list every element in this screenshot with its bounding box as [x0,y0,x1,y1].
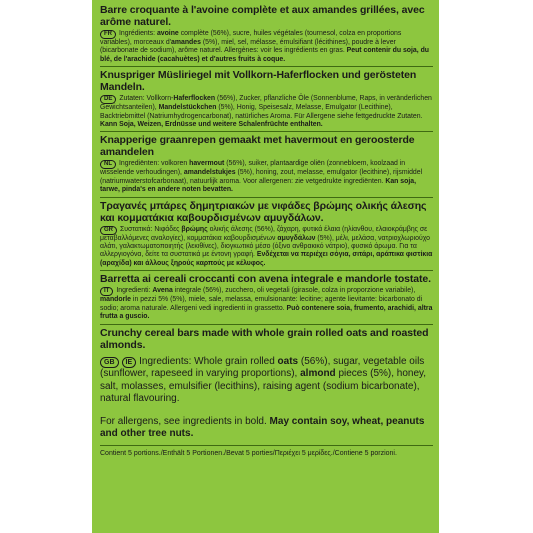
may-contain-nl: Kan soja, tarwe, pinda's en andere noten bevatten. [100,177,416,194]
allergen-statement-en: For allergens, see ingredients in bold. May contain soy, wheat, peanuts and other tree nuts. [100,415,425,440]
language-badge-gr: GR [100,226,117,235]
language-badge-it: IT [100,287,113,296]
ingredient-label-panel [92,0,439,533]
section-title-en: Crunchy cereal bars made with whole grain rolled oats and roasted almonds. [100,326,429,351]
section-de [100,69,433,132]
may-contain-it: Può contenere soia, frumento, arachidi, altra frutta a guscio. [100,304,433,321]
language-badge-fr: FR [100,30,116,39]
section-en [100,327,433,442]
section-title-nl: Knapperige graanrepen gemaakt met havermout en geroosterde amandelen [100,134,415,159]
ingredients-nl: NL Ingrediënten: volkoren havermout (56%), suiker, plantaardige oliën (zonnebloem, koolzaad in wisselende verhoudingen), amandelstukjes (5%), honing, zout, melasse, emulgator (lecithine), rijsmiddel (natriumwaterstofcarbonaat), natuurlijk aroma. Voor allergenen: zie vetgedrukte ingrediënten. Kan soja, tarwe, pinda's en andere noten bevatten. [100,160,423,194]
section-title-it: Barretta ai cereali croccanti con avena integrale e mandorle tostate. [100,273,431,286]
section-title-fr: Barre croquante à l'avoine complète et aux amandes grillées, avec arôme naturel. [100,4,425,28]
portions-footer: Contient 5 portions./Enthält 5 Portionen./Bevat 5 porties/Περιέχει 5 μερίδες./Contiene 5 porzioni. [100,445,433,458]
language-badge-ie: IE [122,357,137,368]
ingredients-en: GB IE Ingredients: Whole grain rolled oats (56%), sugar, vegetable oils (sunflower, rapeseed in varying proportions), almond pieces (5%), honey, salt, molasses, emulsifier (lecithins), raising agent (sodium bicarbonate), natural flavouring. [100,355,427,405]
may-contain-en: May contain soy, wheat, peanuts and other tree nuts. [100,415,425,440]
section-gr [100,200,433,272]
may-contain-de: Kann Soja, Weizen, Erdnüsse und weitere Schalenfrüchte enthalten. [100,121,323,129]
language-badge-de: DE [100,95,116,104]
ingredients-de: DE Zutaten: Vollkorn-Haferflocken (56%), Zucker, pflanzliche Öle (Sonnenblume, Raps, in veränderlichen Gewichtsanteilen), Mandelstückchen (5%), Honig, Speisesalz, Melasse, Emulgator (Lecithine), Backtriebmittel (Natriumhydrogencarbonat), natürliches Aroma. Für Allergene siehe fettgedruckte Zutaten. Kann Soja, Weizen, Erdnüsse und weitere Schalenfrüchte enthalten. [100,95,432,129]
ingredients-fr: FR Ingrédients: avoine complète (56%), sucre, huiles végétales (tournesol, colza en proportions variables), morceaux d'amandes (5%), miel, sel, mélasse, émulsifiant (lécithines), poudre à lever (bicarbonate de sodium), arôme naturel. Allergènes: voir les ingrédients en gras. Peut contenir du soja, du blé, de l'arachide (cacahuètes) et d'autres fruits à coque. [100,30,429,63]
ingredients-gr: GR Συστατικά: Νιφάδες βρώμης ολικής άλεσης (56%), ζάχαρη, φυτικά έλαια (ηλίανθου, ελαιοκράμβης σε μεταβαλλόμενες αναλογίες), κομματάκια καβουρδισμένων αμυγδάλων (5%), μέλι, μελάσα, νατριοχλωριούχο αλάτι, γαλακτωματοποιητής (λεκιθίνες), διογκωτικό μέσο (όξινο ανθρακικό νάτριο), φυσικό άρωμα. Για τα αλλεργιογόνα, δείτε τα συστατικά με έντονη γραφή. Ενδέχεται να περιέχει σόγια, σιτάρι, αράπικα φιστίκια (αραχίδα) και άλλους ξηρούς καρπούς με κέλυφος. [100,225,433,267]
may-contain-fr: Peut contenir du soja, du blé, de l'arachide (cacahuètes) et d'autres fruits à coque. [100,47,429,63]
section-title-gr: Τραγανές μπάρες δημητριακών με νιφάδες βρώμης ολικής άλεσης και κομματάκια καβουρδισμένων αμυγδάλων. [100,199,427,224]
section-fr [100,4,433,67]
language-badge-gb: GB [100,357,119,368]
section-it [100,273,433,324]
ingredients-it: IT Ingredienti: Avena integrale (56%), zucchero, oli vegetali (girasole, colza in proporzione variabile), mandorle in pezzi 5% (5%), miele, sale, melassa, emulsionante: lecitine; agente lievitante: bicarbonato di sodio; aroma naturale. Allergeni vedi ingredienti in grassetto. Può contenere soia, frumento, arachidi, altra frutta a guscio. [100,287,433,321]
section-nl [100,134,433,197]
language-badge-nl: NL [100,160,116,169]
may-contain-gr: Ενδέχεται να περιέχει σόγια, σιτάρι, αράπικα φιστίκια (αραχίδα) και άλλους ξηρούς καρπούς με κέλυφος. [100,251,433,267]
section-title-de: Knuspriger Müsliriegel mit Vollkorn-Haferflocken und gerösteten Mandeln. [100,69,417,94]
